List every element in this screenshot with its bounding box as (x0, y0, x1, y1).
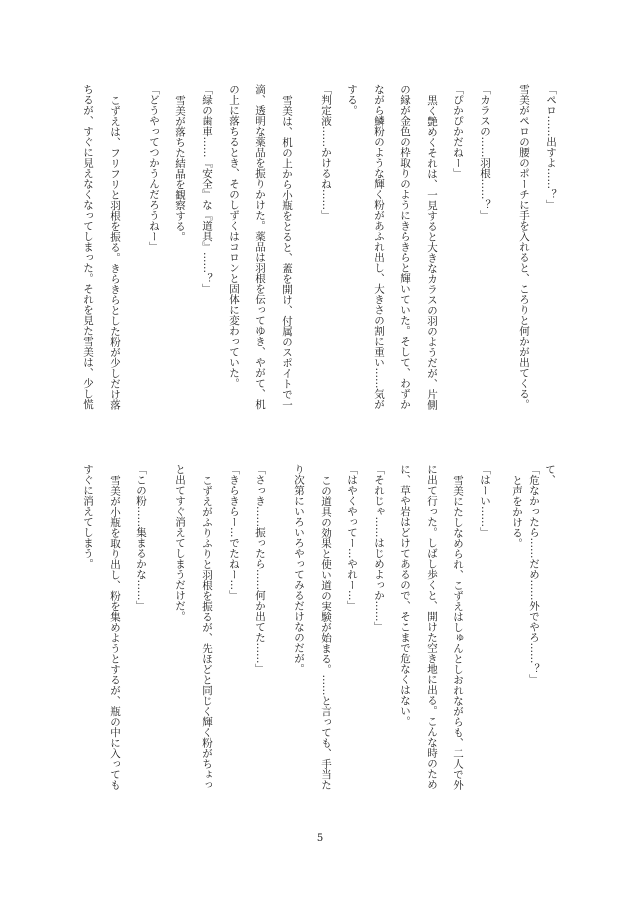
dialogue-line: 「はやくやってー…やれー…」 (346, 464, 358, 611)
narration-line: 雪美にたしなめられ、こずえはしゅんとしおれながらも、二人で外 (452, 474, 464, 790)
narration-line: ながら鱗粉のような輝く粉があふれ出し、大きさの割に重い……気が (373, 84, 385, 410)
upper-text-block (0, 84, 640, 424)
narration-line: 滴、透明な薬品を振りかけた。薬品は羽根を伝ってゆき、やがて、机 (254, 84, 266, 410)
dialogue-line: 「判定液……かけるね……」 (320, 84, 332, 221)
narration-line: て、 (544, 464, 556, 485)
narration-line: と出てすぐ消えてしまうだけだ。 (174, 464, 186, 622)
narration-line: こずえは、フリフリと羽根を振る。きらきらとした粉が少しだけ落 (109, 94, 121, 410)
dialogue-line: 「はーい……」 (479, 464, 491, 538)
narration-line: の縁が金色の枠取りのようにきらきらと輝いていた。そして、わずか (399, 84, 411, 410)
narration-line: ちるが、すぐに見えなくなってしまった。それを見た雪美は、少し慌 (82, 84, 94, 410)
narration-line: この道具の効果と使い道の実験が始まる。……と言っても、手当た (320, 474, 332, 790)
narration-line: こずえがふりふりと羽根を振るが、先ほどと同じく輝く粉がちょっ (201, 474, 213, 790)
narration-line: 雪美が落ちた結晶を観察する。 (174, 94, 186, 242)
dialogue-line: 「ぴかぴかだねー」 (452, 84, 464, 179)
narration-line: 雪美がペロの腰のポーチに手を入れると、ころりと何かが出てくる。 (518, 84, 530, 410)
narration-line: 雪美は、机の上から小瓶をとると、蓋を開け、付属のスポイトで一 (281, 94, 293, 410)
dialogue-line: 「この粉……集まるかな……」 (135, 464, 147, 611)
narration-line: に出て行った。しばし歩くと、開けた空き地に出る。こんな時のため (426, 464, 438, 790)
narration-line: する。 (346, 84, 358, 116)
narration-line: 黒く艶めくそれは、一見すると大きなカラスの羽のようだが、片側 (426, 94, 438, 410)
dialogue-line: 「それじゃ……はじめよっか……」 (373, 464, 385, 632)
dialogue-line: 「カラスの……羽根……？」 (479, 84, 491, 221)
lower-text-block (0, 464, 640, 804)
page-number: 5 (316, 833, 324, 844)
dialogue-line: 「きらきらー…でたねー…」 (228, 464, 240, 601)
narration-line: り次第にいろいろやってみるだけなのだが。 (293, 464, 305, 674)
dialogue-line: 「緑の歯車……『安全』な『道具』……？」 (201, 84, 213, 294)
narration-line: の上に落ちるとき、そのしずくはコロンと固体に変わっていた。 (228, 84, 240, 389)
dialogue-line: 「ペロ……出すよ……？」 (545, 84, 557, 210)
narration-line: と声をかける。 (511, 474, 523, 548)
narration-line: に、草や岩はどけてあるので、そこまで危なくはない。 (399, 464, 411, 727)
narration-line: 雪美が小瓶を取り出し、粉を集めようとするが、瓶の中に入っても (109, 474, 121, 790)
dialogue-line: 「危なかったら……だめ……外でやろ……？」 (528, 464, 540, 685)
dialogue-line: 「さっき……振ったら……何か出てた……」 (254, 464, 266, 674)
narration-line: すぐに消えてしまう。 (82, 464, 94, 569)
dialogue-line: 「どうやってつかうんだろうねー」 (148, 84, 160, 252)
